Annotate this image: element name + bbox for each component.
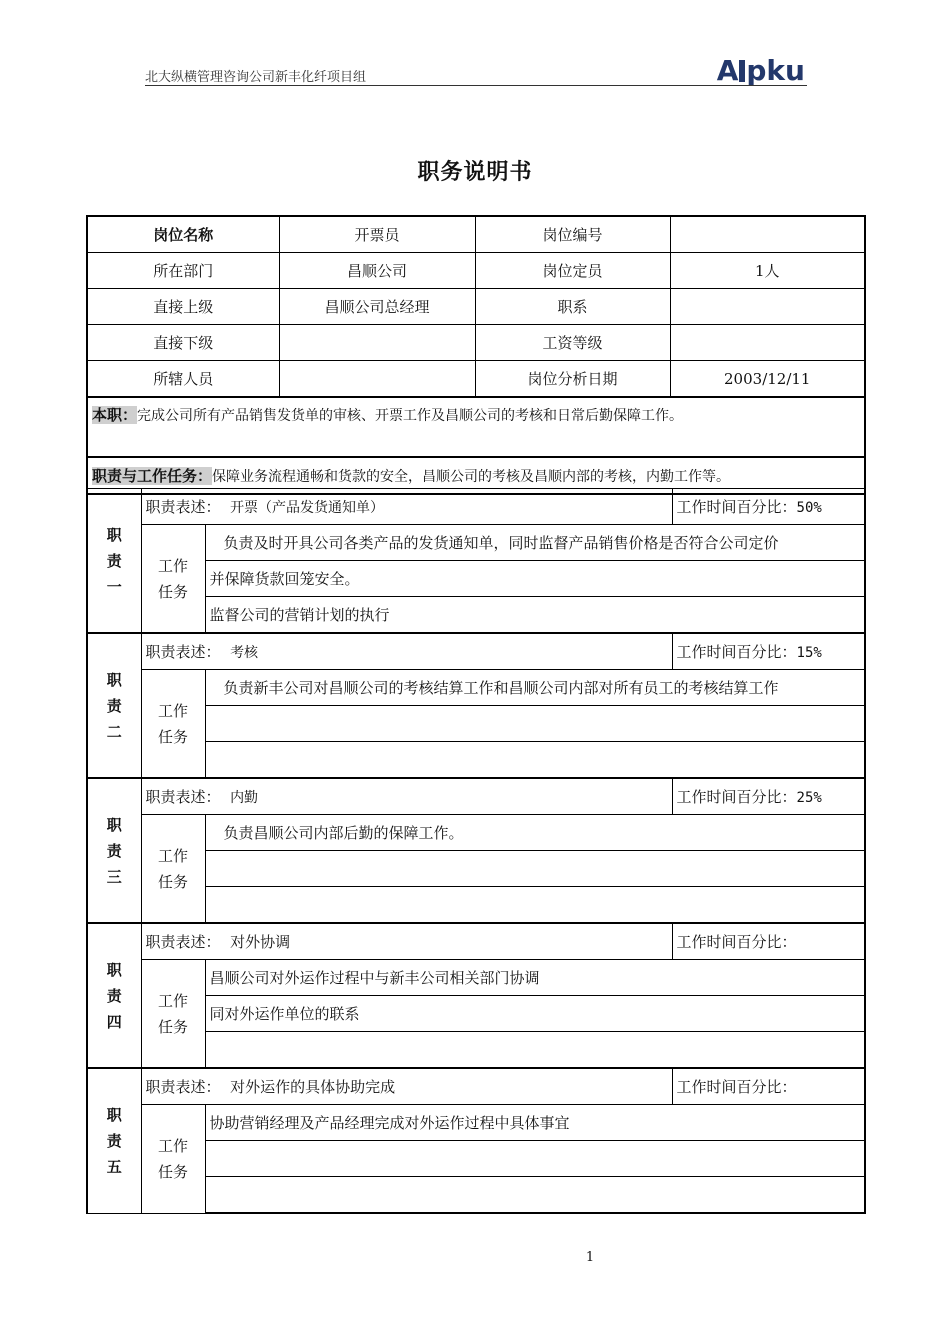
duty-desc-cell [141,924,672,960]
duty-pct-cell [672,1069,865,1105]
duty-label: 职 责 五 [87,1069,141,1214]
info-label: 所辖人员 [87,361,279,398]
task-item [205,706,865,742]
info-value [670,325,865,361]
info-label: 工资等级 [475,325,670,361]
task-item [205,887,865,923]
duty-desc-cell [141,1069,672,1105]
duty-desc-label: 职责表述： [145,1078,221,1096]
duty-desc: 对外协调 [230,933,291,951]
zhize-label: 职责与工作任务： [92,467,213,485]
duty-desc: 对外运作的具体协助完成 [230,1078,396,1096]
task-item: 昌顺公司对外运作过程中与新丰公司相关部门协调 [205,960,865,996]
duty-block-4 [86,923,866,1068]
task-item: 并保障货款回笼安全。 [205,561,865,597]
duty-desc-label: 职责表述： [145,933,221,951]
info-row [87,325,865,361]
duty-pct: 15% [796,645,822,661]
duty-label: 职 责 二 [87,634,141,778]
duty-block-1 [86,488,866,633]
task-label: 工作 任务 [141,525,205,633]
task-item [205,1141,865,1177]
info-value [279,361,475,398]
task-item: 协助营销经理及产品经理完成对外运作过程中具体事宜 [205,1105,865,1141]
logo-letter-a: A [716,54,739,87]
info-value: 昌顺公司总经理 [279,289,475,325]
task-item [205,851,865,887]
duty-desc-cell [141,779,672,815]
info-label: 岗位定员 [475,253,670,289]
alpku-logo [717,54,805,87]
task-item [205,1032,865,1068]
duty-desc-label: 职责表述： [145,498,221,516]
task-label: 工作 任务 [141,1105,205,1214]
info-value [670,289,865,325]
benzhi-cell [87,397,865,457]
duty-pct-label: 工作时间百分比： [676,643,797,661]
info-value [670,216,865,253]
logo-text: pku [746,54,805,87]
task-item: 监督公司的营销计划的执行 [205,597,865,633]
info-row [87,361,865,398]
duty-pct-cell [672,489,865,525]
info-value [279,325,475,361]
duty-label: 职 责 三 [87,779,141,923]
duty-desc: 考核 [230,645,259,661]
info-value: 开票员 [279,216,475,253]
duty-desc: 内勤 [230,790,259,806]
duty-label: 职 责 四 [87,924,141,1068]
duty-desc-cell [141,634,672,670]
task-item [205,742,865,778]
logo-bar-icon [739,60,745,82]
duty-label: 职 责 一 [87,489,141,633]
benzhi-label: 本职： [92,406,138,424]
duty-desc-label: 职责表述： [145,788,221,806]
duty-pct-label: 工作时间百分比： [676,1078,797,1096]
duty-block-2 [86,633,866,778]
duty-pct: 50% [796,500,822,516]
duty-pct-label: 工作时间百分比： [676,933,797,951]
duty-desc: 开票（产品发货通知单） [230,500,385,516]
header-divider [145,85,807,86]
task-label: 工作 任务 [141,670,205,778]
task-label: 工作 任务 [141,815,205,923]
info-label: 职系 [475,289,670,325]
info-value: 2003/12/11 [670,361,865,398]
org-name: 北大纵横管理咨询公司新丰化纤项目组 [145,70,367,85]
task-item: 负责新丰公司对昌顺公司的考核结算工作和昌顺公司内部对所有员工的考核结算工作 [205,670,865,706]
info-row [87,253,865,289]
page-header [145,54,807,87]
benzhi-text: 完成公司所有产品销售发货单的审核、开票工作及昌顺公司的考核和日常后勤保障工作。 [137,408,684,424]
info-value: 1人 [670,253,865,289]
task-label: 工作 任务 [141,960,205,1068]
page-number: 1 [585,1250,595,1265]
info-label: 所在部门 [87,253,279,289]
task-item: 负责及时开具公司各类产品的发货通知单，同时监督产品销售价格是否符合公司定价 [205,525,865,561]
duty-pct-label: 工作时间百分比： [676,788,797,806]
info-row [87,289,865,325]
info-label: 直接下级 [87,325,279,361]
info-value: 昌顺公司 [279,253,475,289]
task-item: 同对外运作单位的联系 [205,996,865,1032]
info-label: 岗位编号 [475,216,670,253]
info-label: 岗位名称 [87,216,279,253]
duty-pct-label: 工作时间百分比： [676,498,797,516]
duty-pct: 25% [796,790,822,806]
job-info-table [86,215,866,495]
duty-desc-label: 职责表述： [145,643,221,661]
benzhi-row [87,397,865,457]
duty-desc-cell [141,489,672,525]
duty-block-5 [86,1068,866,1214]
info-row [87,216,865,253]
duty-pct-cell [672,779,865,815]
duty-pct-cell [672,924,865,960]
document-title: 职务说明书 [417,160,533,185]
info-label: 直接上级 [87,289,279,325]
zhize-text: 保障业务流程通畅和货款的安全，昌顺公司的考核及昌顺内部的考核，内勤工作等。 [212,469,731,485]
duty-pct-cell [672,634,865,670]
task-item: 负责昌顺公司内部后勤的保障工作。 [205,815,865,851]
info-label: 岗位分析日期 [475,361,670,398]
duty-block-3 [86,778,866,923]
task-item [205,1177,865,1214]
